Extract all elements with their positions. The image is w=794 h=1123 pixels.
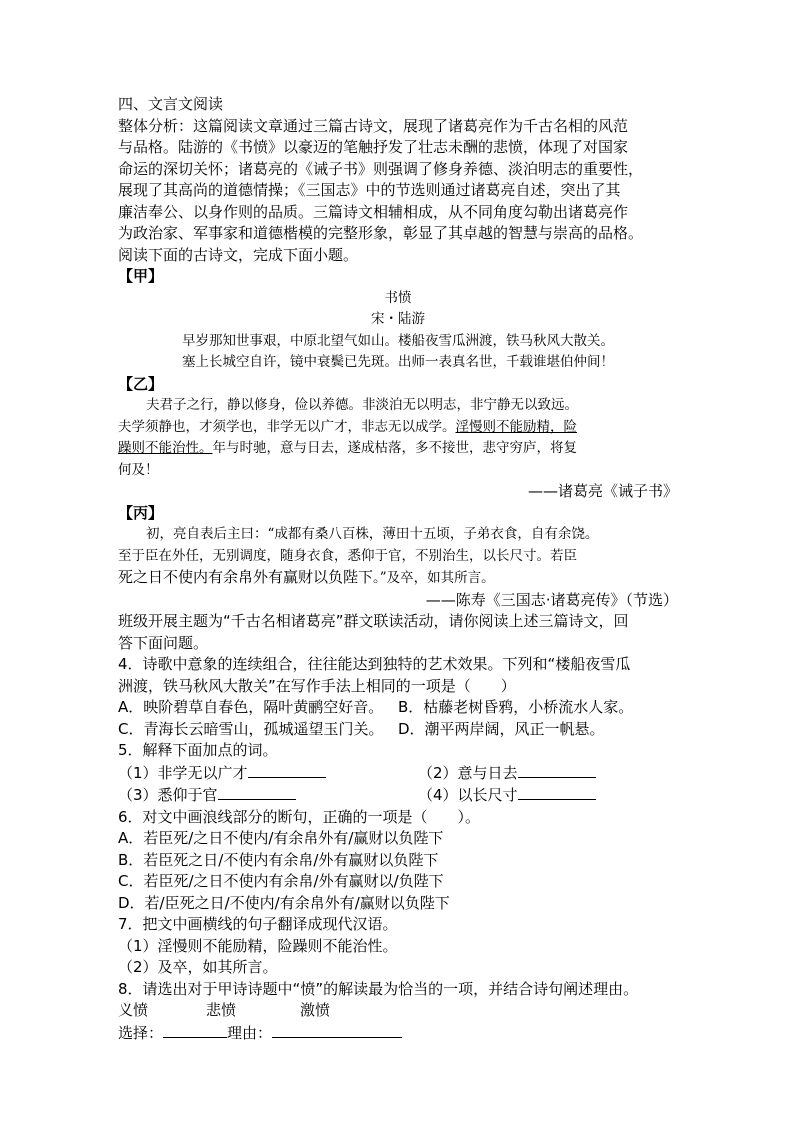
document-page [118, 94, 678, 1044]
poem-line: 塞上长城空自许，镜中衰鬓已先斑。出师一表真名世，千载谁堪伯仲间！ [182, 354, 614, 370]
wavy-sentence: 死之日不使内有余帛外有赢财以负陛下 [118, 568, 374, 586]
yi-line: 夫君子之行，静以修身，俭以养德。非淡泊无以明志，非宁静无以致远。 [146, 397, 578, 413]
underlined-sentence: 淫慢则不能励精，险 [455, 418, 577, 435]
q6-option-a: A．若臣死/之日不使内/有余帛外有/赢财以负陛下 [118, 829, 444, 847]
reading-instruction: 阅读下面的古诗文，完成下面小题。 [118, 245, 359, 264]
q5-item-2 [418, 762, 596, 785]
yi-source: ——诸葛亮《诫子书》 [527, 482, 678, 500]
q5-item-4 [418, 784, 596, 807]
q4-stem: 洲渡，铁马秋风大散关”在写作手法上相同的一项是（ ） [118, 676, 516, 695]
q4-option-b: B．枯藤老树昏鸦，小桥流水人家。 [398, 698, 634, 716]
q5-item-text: （2）意与日去 [418, 763, 518, 782]
analysis-line: 命运的深切关怀；诸葛亮的《诫子书》则强调了修身养德、淡泊明志的重要性， [118, 159, 644, 178]
yi-text: 夫学须静也，才须学也，非学无以广才，非志无以成学。 [118, 418, 456, 435]
q6-option-b: B．若臣死之日/不使内有余帛/外有赢财以负陛下 [118, 850, 439, 869]
section-title: 四、文言文阅读 [118, 95, 224, 113]
analysis-line: 展现了其高尚的道德情操；《三国志》中的节选则通过诸葛亮自述，突出了其 [118, 181, 621, 199]
analysis-line: 廉洁奉公、以身作则的品质。三篇诗文相辅相成，从不同角度勾勒出诸葛亮作 [118, 202, 629, 221]
answer-blank[interactable] [218, 784, 296, 800]
bing-text: 。”及卒，如其所言。 [373, 570, 495, 586]
q5-item-text: （1）非学无以广才 [118, 763, 248, 782]
bing-line [118, 567, 678, 590]
yi-line [118, 417, 678, 439]
q8-answer-row [118, 1022, 678, 1045]
q8-option: 悲愤 [206, 1001, 237, 1019]
answer-blank[interactable] [518, 784, 596, 800]
q5-item-text: （4）以长尺寸 [418, 786, 518, 804]
jia-label: 【甲】 [118, 267, 164, 285]
poem-author: 宋・陆游 [371, 311, 425, 327]
q4-option-d: D．潮平两岸阔，风正一帆悬。 [398, 719, 605, 738]
answer-blank[interactable] [248, 762, 326, 778]
q4-option-c: C．青海长云暗雪山，孤城遥望玉门关。 [118, 719, 384, 738]
intro-line: 班级开展主题为“千古名相诸葛亮”群文联读活动，请你阅读上述三篇诗文，回 [118, 612, 629, 630]
q5-item-3 [118, 784, 418, 807]
q6-option-c: C．若臣死/之日不使内有余帛/外有赢财以/负陛下 [118, 872, 444, 890]
analysis-line: 整体分析：这篇阅读文章通过三篇古诗文，展现了诸葛亮作为千古名相的风范 [118, 116, 629, 135]
q8-stem: 8．请选出对于甲诗诗题中“愤”的解读最为恰当的一项，并结合诗句阐述理由。 [118, 979, 639, 998]
q5-row [118, 762, 678, 785]
q6-stem: 6．对文中画浪线部分的断句，正确的一项是（ ）。 [118, 807, 481, 826]
bing-line: 初，亮自表后主曰：“成都有桑八百株，薄田十五顷，子弟衣食，自有余饶。 [146, 526, 599, 542]
poem-line: 早岁那知世事艰，中原北望气如山。楼船夜雪瓜洲渡，铁马秋风大散关。 [182, 332, 614, 349]
q4-options-row [118, 697, 678, 719]
reason-blank[interactable] [272, 1022, 402, 1038]
q8-option: 激愤 [300, 1001, 331, 1019]
q4-stem: 4．诗歌中意象的连续组合，往往能达到独特的艺术效果。下列和“楼船夜雪瓜 [118, 655, 631, 673]
poem-title: 书愤 [384, 289, 412, 306]
yi-text: 年与时驰，意与日去，遂成枯落，多不接世，悲守穷庐，将复 [212, 440, 577, 456]
yi-line: 何及！ [118, 461, 159, 478]
q4-options-row [118, 719, 678, 741]
q6-option-d: D．若/臣死之日/不使内/有余帛外有/赢财以负陛下 [118, 893, 450, 912]
q7-stem: 7．把文中画横线的句子翻译成现代汉语。 [118, 915, 398, 933]
reason-label: 理由： [227, 1023, 273, 1042]
bing-line: 至于臣在外任，无别调度，随身衣食，悉仰于官，不别治生，以长尺寸。若臣 [118, 547, 577, 564]
analysis-line: 为政治家、军事家和道德楷模的完整形象，彰显了其卓越的智慧与崇高的品格。 [118, 224, 644, 242]
analysis-line: 与品格。陆游的《书愤》以豪迈的笔触抒发了壮志未酬的悲愤，体现了对国家 [118, 138, 629, 156]
q5-row [118, 784, 678, 807]
q7-item-2: （2）及卒，如其所言。 [118, 958, 278, 976]
select-label: 选择： [118, 1023, 164, 1042]
underlined-sentence: 躁则不能治性。 [118, 440, 213, 456]
q4-option-a: A．映阶碧草自春色，隔叶黄鹂空好音。 [118, 698, 384, 716]
q7-item-1: （1）淫慢则不能励精，险躁则不能治性。 [118, 936, 398, 955]
intro-line: 答下面问题。 [118, 633, 209, 652]
yi-line [118, 438, 678, 460]
yi-label: 【乙】 [118, 374, 164, 393]
q5-item-1 [118, 762, 418, 785]
bing-label: 【丙】 [118, 503, 164, 522]
analysis-block [118, 116, 678, 245]
q8-option: 义愤 [118, 1001, 149, 1019]
q5-item-text: （3）悉仰于官 [118, 786, 218, 804]
bing-source: ——陈寿《三国志·诸葛亮传》（节选） [425, 590, 678, 609]
q8-options-row [118, 1000, 678, 1022]
q5-stem: 5．解释下面加点的词。 [118, 741, 278, 759]
select-blank[interactable] [163, 1022, 227, 1038]
answer-blank[interactable] [518, 762, 596, 778]
